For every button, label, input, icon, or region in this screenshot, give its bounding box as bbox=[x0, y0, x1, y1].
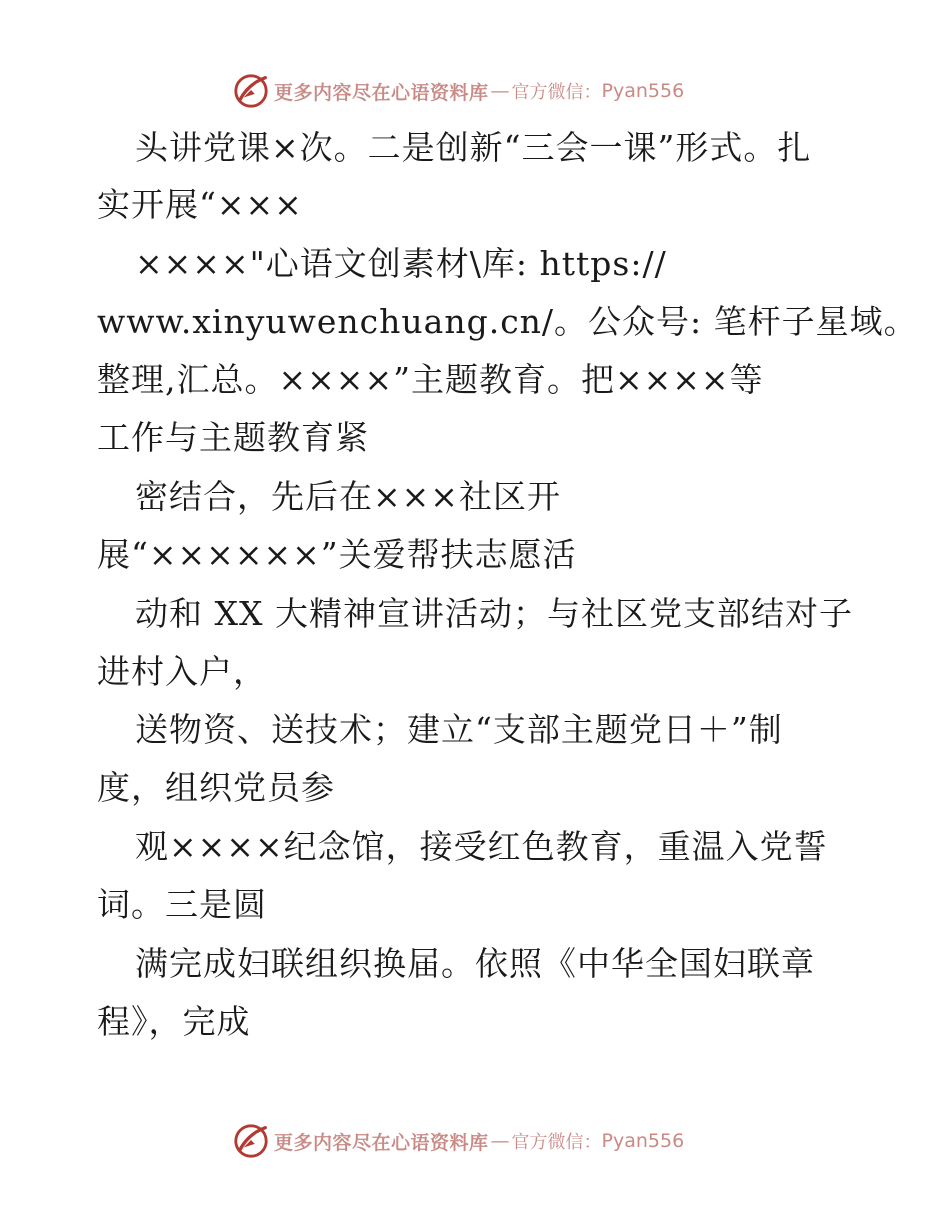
footer-banner bbox=[0, 1121, 950, 1161]
footer-banner-label: 官方微信： bbox=[511, 1132, 602, 1153]
body-line: 整理,汇总。××××”主题教育。把××××等 bbox=[97, 360, 764, 399]
pen-logo-icon bbox=[232, 1122, 270, 1160]
body-line: 进村入户， bbox=[97, 652, 267, 691]
footer-banner-separator: — bbox=[490, 1130, 510, 1152]
header-banner bbox=[0, 71, 950, 111]
body-line: ××××"心语文创素材\库: https:// bbox=[135, 244, 667, 283]
body-line: 满完成妇联组织换届。依照《中华全国妇联章 bbox=[135, 944, 815, 983]
header-banner-content bbox=[232, 71, 684, 111]
body-line: 展“××××××”关爱帮扶志愿活 bbox=[97, 535, 577, 574]
footer-banner-content bbox=[232, 1121, 684, 1161]
footer-banner-wechat-id: Pyan556 bbox=[601, 1130, 685, 1152]
header-banner-text: 更多内容尽在心语资料库 bbox=[274, 81, 489, 104]
body-line: 头讲党课×次。二是创新“三会一课”形式。扎 bbox=[135, 128, 812, 167]
pen-logo-icon bbox=[232, 72, 270, 110]
header-banner-label: 官方微信： bbox=[511, 82, 602, 103]
body-line: www.xinyuwenchuang.cn/。公众号: 笔杆子星域。 bbox=[97, 302, 918, 341]
body-line: 度，组织党员参 bbox=[97, 768, 335, 807]
body-line: 词。三是圆 bbox=[97, 885, 267, 924]
body-line: 观××××纪念馆，接受红色教育，重温入党誓 bbox=[135, 827, 828, 866]
body-line: 工作与主题教育紧 bbox=[97, 418, 369, 457]
body-line: 程》，完成 bbox=[97, 1002, 251, 1041]
body-line: 密结合，先后在×××社区开 bbox=[135, 477, 561, 516]
body-line: 送物资、送技术；建立“支部主题党日＋”制 bbox=[135, 710, 783, 749]
body-line: 动和 XX 大精神宣讲活动；与社区党支部结对子 bbox=[135, 594, 853, 633]
body-line: 实开展“××× bbox=[97, 185, 303, 224]
header-banner-wechat-id: Pyan556 bbox=[601, 80, 685, 102]
footer-banner-text: 更多内容尽在心语资料库 bbox=[274, 1131, 489, 1154]
header-banner-separator: — bbox=[490, 80, 510, 102]
